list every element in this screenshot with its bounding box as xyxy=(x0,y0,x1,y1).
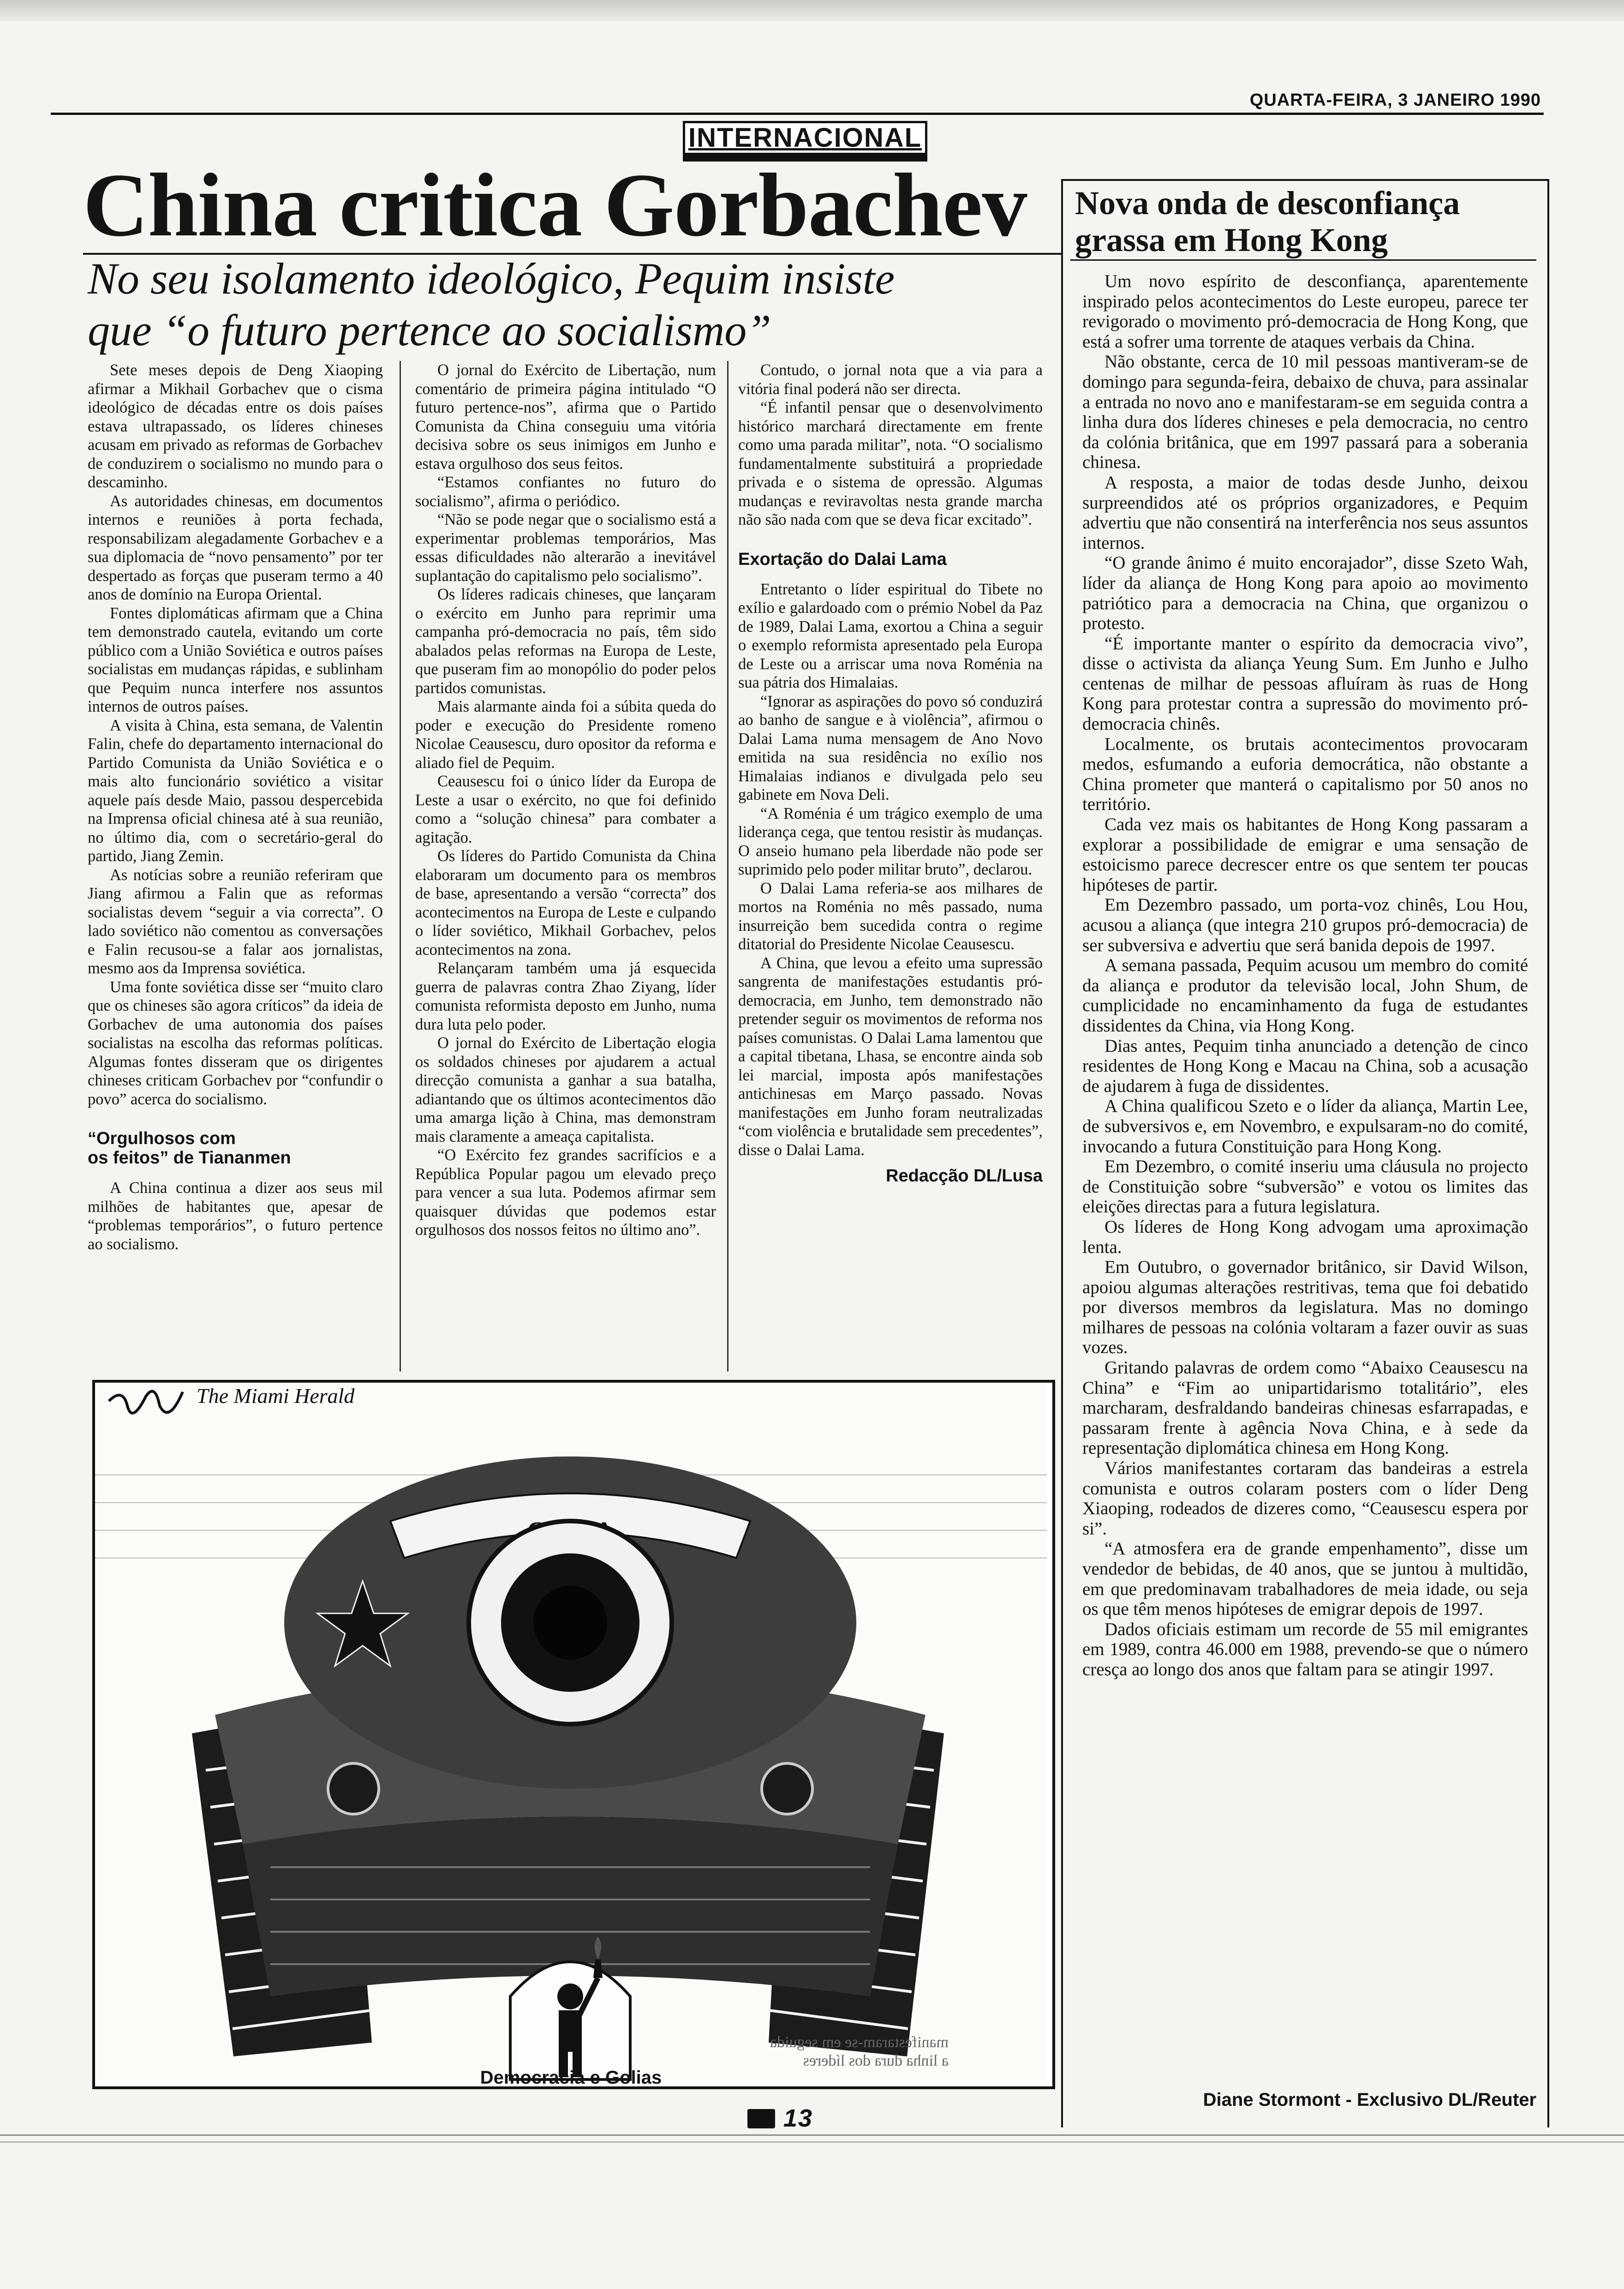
paragraph: Vários manifestantes cortaram das bandeiras a estrela comunista e outros colaram posters com o líder Deng Xiaoping, rodeados de dizeres como, “Ceausescu espera por si”. xyxy=(1082,1458,1528,1539)
article-column-2 xyxy=(415,361,716,1240)
page-number: 13 xyxy=(783,2104,813,2132)
paragraph: Ceausescu foi o único líder da Europa de Leste a usar o exército, no que foi definido como a “solução chinesa” para combater a agitação. xyxy=(415,773,716,846)
subheadline-line-2: que “o futuro pertence ao socialismo” xyxy=(88,306,771,355)
paragraph: Os líderes do Partido Comunista da China elaboraram um documento para os membros de base, apresentando a versão “correcta” dos acontecimentos na Europa de Leste e culpando o líder soviético, Mikhail Gorbachev, pelos acontecimentos na zona. xyxy=(415,847,716,959)
sidebar-title-rule xyxy=(1070,259,1536,261)
column-divider-2 xyxy=(727,361,728,1372)
paragraph: A China qualificou Szeto e o líder da aliança, Martin Lee, de subversivos e, em Novembro, e expulsaram-no do comité, invocando a futura Constituição para Hong Kong. xyxy=(1082,1096,1528,1156)
paragraph: Localmente, os brutais acontecimentos provocaram medos, esfumando a euforia democrática, não obstante a China prometer que manterá o capitalismo por 50 anos no território. xyxy=(1082,734,1528,815)
paragraph: Cada vez mais os habitantes de Hong Kong passaram a explorar a possibilidade de emigrar e uma sensação de estoicismo parece decrescer entre os que sentem ter poucas hipóteses de partir. xyxy=(1082,815,1528,895)
paragraph: Os líderes de Hong Kong advogam uma aproximação lenta. xyxy=(1082,1216,1528,1257)
tank-cartoon xyxy=(95,1383,1047,2081)
paragraph: “É importante manter o espírito da democracia vivo”, disse o activista da aliança Yeung Sum. Em Junho e Julho centenas de milhar de pessoas afluíram às ruas de Hong Kong para protestar contra a supressão do movimento pró-democracia chinês. xyxy=(1082,633,1528,734)
issue-date: QUARTA-FEIRA, 3 JANEIRO 1990 xyxy=(1249,90,1541,110)
left-headlight-icon xyxy=(328,1763,379,1814)
paragraph: A China, que levou a efeito uma supressão sangrenta de manifestações estudantis pró-democracia, em Junho, tem demonstrado não pretender seguir os movimentos de reforma nos países comunistas. O Dalai Lama lamentou que a capital tibetana, Lhasa, se encontre ainda sob lei marcial, imposta após manifestações antichinesas em Março passado. Novas manifestações em Junho foram neutralizadas “com violência e brutalidade sem precedentes”, disse o Dalai Lama. xyxy=(738,954,1043,1159)
subheadline xyxy=(88,253,1057,356)
col3-paragraphs xyxy=(738,361,1043,529)
crosshead-tiananmen-line-1: “Orgulhosos com xyxy=(88,1129,236,1148)
paragraph: “A atmosfera era de grande empenhamento”, disse um vendedor de bebidas, de 40 anos, que se juntou à multidão, em que predominavam trabalhadores de meia idade, ou seja os que têm menos hipóteses de emigrar depois de 1997. xyxy=(1082,1539,1528,1619)
article-column-3 xyxy=(738,361,1043,1186)
paragraph: “É infantil pensar que o desenvolvimento histórico marchará directamente em frente como uma parada militar”, nota. “O socialismo fundamentalmente substituirá a propriedade privada e o sistema de opressão. Algumas mudanças e reviravoltas nesta grande marcha não são nada com que se deva ficar excitado”. xyxy=(738,399,1043,528)
headline: China critica Gorbachev xyxy=(83,155,1027,255)
sidebar-body xyxy=(1082,271,1528,1680)
column-divider-1 xyxy=(400,361,401,1372)
paragraph: “O grande ânimo é muito encorajador”, disse Szeto Wah, líder da aliança de Hong Kong para apoio ao movimento patriótico para a democracia na China, que organizou o protesto. xyxy=(1082,553,1528,634)
cartoon-credit: The Miami Herald xyxy=(197,1384,355,1408)
paragraph: Contudo, o jornal nota que a via para a vitória final poderá não ser directa. xyxy=(738,361,1043,398)
crosshead-tiananmen-line-2: os feitos” de Tiananmen xyxy=(88,1148,291,1168)
paragraph: Sete meses depois de Deng Xiaoping afirmar a Mikhail Gorbachev que o cisma ideológico de décadas entre os dois países estava ultrapassado, os líderes chineses acusam em privado as reformas de Gorbachev de conduzirem o socialismo no mundo para o descaminho. xyxy=(88,361,383,491)
paragraph: Gritando palavras de ordem como “Abaixo Ceausescu na China” e “Fim ao unipartidarismo totalitário”, eles marcharam, desfraldando bandeiras chinesas esfarrapadas, e passaram frente à agência Nova China, e à sede da representação diplomática chinesa em Hong Kong. xyxy=(1082,1358,1528,1458)
paragraph: Uma fonte soviética disse ser “muito claro que os chineses são agora críticos” da ideia de Gorbachev de uma autonomia dos países socialistas na escolha das reformas políticas. Algumas fontes disseram que os dirigentes chineses criticam Gorbachev por “confundir o povo” acerca do socialismo. xyxy=(88,978,383,1108)
paragraph: Entretanto o líder espiritual do Tibete no exílio e galardoado com o prémio Nobel da Paz de 1989, Dalai Lama, exortou a China a seguir o exemplo reformista apresentado pela Europa de Leste ou a arriscar uma nova Roménia na sua pátria dos Himalaias. xyxy=(738,580,1043,691)
crosshead-dalai-lama: Exortação do Dalai Lama xyxy=(738,549,947,569)
sidebar-title-line-2: grassa em Hong Kong xyxy=(1075,222,1388,258)
subheadline-line-1: No seu isolamento ideológico, Pequim insiste xyxy=(88,254,895,303)
bleed-text-2: a linha dura dos líderes xyxy=(803,2052,949,2069)
col3-after-paragraphs xyxy=(738,580,1043,1160)
sidebar-byline: Diane Stormont - Exclusivo DL/Reuter xyxy=(1203,2090,1536,2110)
paragraph: As autoridades chinesas, em documentos internos e reuniões à porta fechada, responsabilizam alegadamente Gorbachev e a sua diplomacia de “novo pensamento” por ter despertado as forças que puseram termo a 40 anos de domínio na Europa Oriental. xyxy=(88,492,383,603)
col1-after-paragraphs xyxy=(88,1179,383,1253)
paragraph: “A Roménia é um trágico exemplo de uma liderança cega, que tentou resistir às mudanças. O anseio humano pela liberdade não pode ser suprimido pelo poder militar bruto”, declarou. xyxy=(738,804,1043,878)
paragraph: “Ignorar as aspirações do povo só conduzirá ao banho de sangue e à violência”, afirmou o Dalai Lama numa mensagem de Ano Novo emitida na sua residência no exílio nos Himalaias indianos e divulgada pelo seu gabinete em Nova Deli. xyxy=(738,692,1043,803)
sidebar-title xyxy=(1075,185,1536,258)
paragraph: Em Dezembro, o comité inseriu uma cláusula no projecto de Constituição sobre “subversão” e votou os limites das eleições directas para a futura legislatura. xyxy=(1082,1156,1528,1217)
paragraph: Um novo espírito de desconfiança, aparentemente inspirado pelos acontecimentos do Leste europeu, parece ter revigorado o movimento pró-democracia de Hong Kong, que está a sofrer uma torrente de ataques verbais da China. xyxy=(1082,271,1528,352)
article-column-1 xyxy=(88,361,383,1253)
paragraph: As notícias sobre a reunião referiram que Jiang afirmou a Falin que as reformas socialistas devem “seguir a via correcta”. O lado soviético não comentou as conversações e Falin recusou-se a falar aos jornalistas, mesmo aos da Imprensa soviética. xyxy=(88,866,383,977)
scan-top-edge xyxy=(0,0,1624,21)
bleed-text-1: manifestaram-se em seguida xyxy=(770,2034,949,2051)
sidebar-title-line-1: Nova onda de desconfiança xyxy=(1075,185,1460,222)
cartoon-caption: Democracia e Golias xyxy=(480,2067,662,2088)
paragraph: A semana passada, Pequim acusou um membro do comité da aliança e produtor da televisão local, John Shum, de cumplicidade no encaminhamento da fuga de estudantes dissidentes da China, via Hong Kong. xyxy=(1082,955,1528,1036)
paragraph: A China continua a dizer aos seus mil milhões de habitantes que, apesar de “problemas temporários”, o futuro pertence ao socialismo. xyxy=(88,1179,383,1253)
paragraph: O jornal do Exército de Libertação elogia os soldados chineses por ajudarem a actual direcção comunista a ganhar a sua batalha, adiantando que os últimos acontecimentos dão uma amarga lição à China, mas demonstram mais claramente a ameaça capitalista. xyxy=(415,1034,716,1145)
paragraph: Em Outubro, o governador britânico, sir David Wilson, apoiou algumas alterações restritivas, tema que foi debatido por diversos membros da legislatura. Mas no domingo milhares de pessoas na colónia voltaram a fazer ouvir as suas vozes. xyxy=(1082,1257,1528,1358)
paragraph: A resposta, a maior de todas desde Junho, deixou surpreendidos até os próprios organizadores, e Pequim advertiu que não consentirá na interferência nos seus assuntos internos. xyxy=(1082,472,1528,553)
paragraph: A visita à China, esta semana, de Valentin Falin, chefe do departamento internacional do Partido Comunista da União Soviética e o mais alto funcionário soviético a visitar aquele país desde Maio, passou despercebida na Imprensa oficial chinesa até à sua reunião, no último dia, com o secretário-geral do partido, Jiang Zemin. xyxy=(88,716,383,865)
paragraph: Mais alarmante ainda foi a súbita queda do poder e execução do Presidente romeno Nicolae Ceausescu, duro opositor da reforma e aliado fiel de Pequim. xyxy=(415,698,716,772)
cartoon-frame xyxy=(92,1380,1055,2089)
paragraph: Dias antes, Pequim tinha anunciado a detenção de cinco residentes de Hong Kong e Macau na China, sob a acusação de ajudarem à fuga de dissidentes. xyxy=(1082,1036,1528,1096)
paragraph: Os líderes radicais chineses, que lançaram o exército em Junho para reprimir uma campanha pró-democracia no país, têm sido abalados pelas reformas na Europa de Leste, que puseram fim ao monopólio do poder pelos partidos comunistas. xyxy=(415,586,716,697)
scan-bottom-edge xyxy=(0,2134,1624,2143)
col2-paragraphs xyxy=(415,361,716,1240)
paragraph: “Não se pode negar que o socialismo está a experimentar problemas temporários, Mas essas dificuldades não alterarão a inevitável suplantação do capitalismo pelo socialismo”. xyxy=(415,511,716,585)
paragraph: Fontes diplomáticas afirmam que a China tem demonstrado cautela, evitando um corte público com a União Soviética e outros países socialistas em mudanças rápidas, e sublinham que Pequim nunca interfere nos assuntos internos de outros países. xyxy=(88,604,383,715)
paragraph: Dados oficiais estimam um recorde de 55 mil emigrantes em 1989, contra 46.000 em 1988, prevendo-se que o número cresça ao longo dos anos que faltam para se atingir 1997. xyxy=(1082,1619,1528,1679)
main-byline: Redacção DL/Lusa xyxy=(886,1166,1043,1186)
paragraph: O jornal do Exército de Libertação, num comentário de primeira página intitulado “O futuro pertence-nos”, afirma que o Partido Comunista da China conseguiu uma vitória decisiva sobre os seus inimigos em Junho e estava orgulhoso dos seus feitos. xyxy=(415,361,716,473)
section-label: INTERNACIONAL xyxy=(683,121,927,162)
paragraph: Não obstante, cerca de 10 mil pessoas mantiveram-se de domingo para segunda-feira, debaixo de chuva, para assinalar a entrada no novo ano e manifestaram-se em seguida contra a linha dura dos líderes chineses e pela democracia, no centro da colónia britânica, que em 1997 passará para a soberania chinesa. xyxy=(1082,352,1528,473)
paragraph: O Dalai Lama referia-se aos milhares de mortos na Roménia no mês passado, numa insurreição bem sucedida contra o regime ditatorial do Presidente Nicolae Ceausescu. xyxy=(738,879,1043,953)
paragraph: Em Dezembro passado, um porta-voz chinês, Lou Hou, acusou a aliança (que integra 210 grupos pró-democracia) de ser subversiva e advertiu que será banida depois de 1997. xyxy=(1082,895,1528,955)
paragraph: “O Exército fez grandes sacrifícios e a República Popular pagou um elevado preço para vencer a sua luta. Podemos afirmar sem quaisquer dúvidas que podemos estar orgulhosos dos nossos feitos no último ano”. xyxy=(415,1146,716,1239)
paragraph: Relançaram também uma já esquecida guerra de palavras contra Zhao Ziyang, líder comunista reformista deposto em Junho, numa dura luta pelo poder. xyxy=(415,959,716,1033)
paragraph: “Estamos confiantes no futuro do socialismo”, afirma o periódico. xyxy=(415,473,716,510)
right-headlight-icon xyxy=(762,1763,812,1814)
crosshead-tiananmen xyxy=(88,1129,383,1168)
col1-paragraphs xyxy=(88,361,383,1109)
top-rule xyxy=(51,113,1544,115)
